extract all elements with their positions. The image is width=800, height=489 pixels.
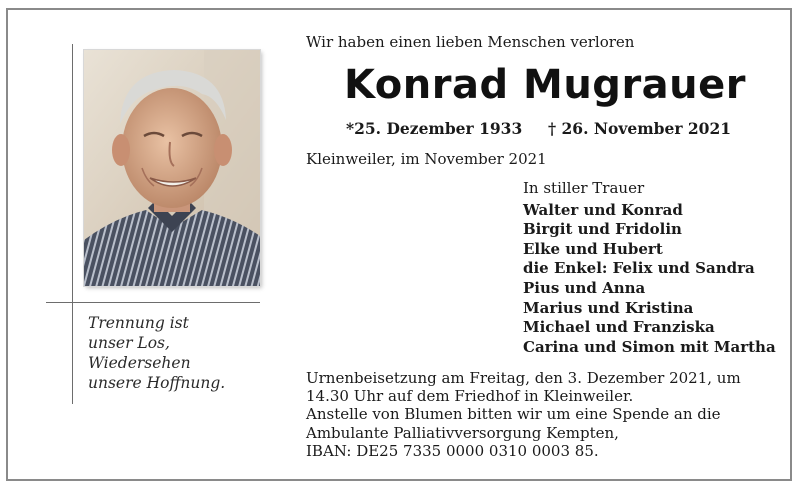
- vertical-divider: [72, 44, 73, 404]
- intro-text: Wir haben einen lieben Menschen verloren: [306, 33, 635, 51]
- place-date: Kleinweiler, im November 2021: [306, 150, 547, 168]
- mourner-entry: Carina und Simon mit Martha: [523, 337, 776, 356]
- info-line: IBAN: DE25 7335 0000 0310 0003 85.: [306, 441, 599, 460]
- birth-date: *25. Dezember 1933: [346, 119, 523, 138]
- funeral-info: [306, 369, 776, 460]
- mourner-entry: Walter und Konrad: [523, 200, 683, 219]
- mourner-entry: Pius und Anna: [523, 278, 646, 297]
- info-line: Anstelle von Blumen bitten wir um eine Spende an die: [306, 405, 721, 424]
- quote-line: unser Los,: [88, 334, 170, 352]
- portrait-photo: [84, 50, 260, 286]
- farewell-quote: [88, 313, 225, 393]
- quote-line: unsere Hoffnung.: [88, 374, 226, 392]
- mourner-entry: Elke und Hubert: [523, 239, 663, 258]
- mourner-entry: Birgit und Fridolin: [523, 220, 682, 239]
- mourning-heading: In stiller Trauer: [523, 179, 645, 197]
- quote-line: Wiedersehen: [88, 354, 191, 372]
- deceased-name: Konrad Mugrauer: [344, 62, 746, 108]
- mourner-entry: Michael und Franziska: [523, 318, 715, 337]
- mourners-block: [523, 179, 776, 357]
- horizontal-divider: [46, 302, 260, 303]
- info-line: Urnenbeisetzung am Freitag, den 3. Dezember 2021, um: [306, 369, 741, 387]
- mourner-entry: Marius und Kristina: [523, 298, 694, 317]
- info-line: Ambulante Palliativversorgung Kempten,: [306, 423, 619, 442]
- death-date: † 26. November 2021: [548, 119, 732, 138]
- quote-line: Trennung ist: [88, 314, 189, 332]
- info-line: 14.30 Uhr auf dem Friedhof in Kleinweiler.: [306, 387, 634, 406]
- mourner-entry: die Enkel: Felix und Sandra: [523, 259, 755, 278]
